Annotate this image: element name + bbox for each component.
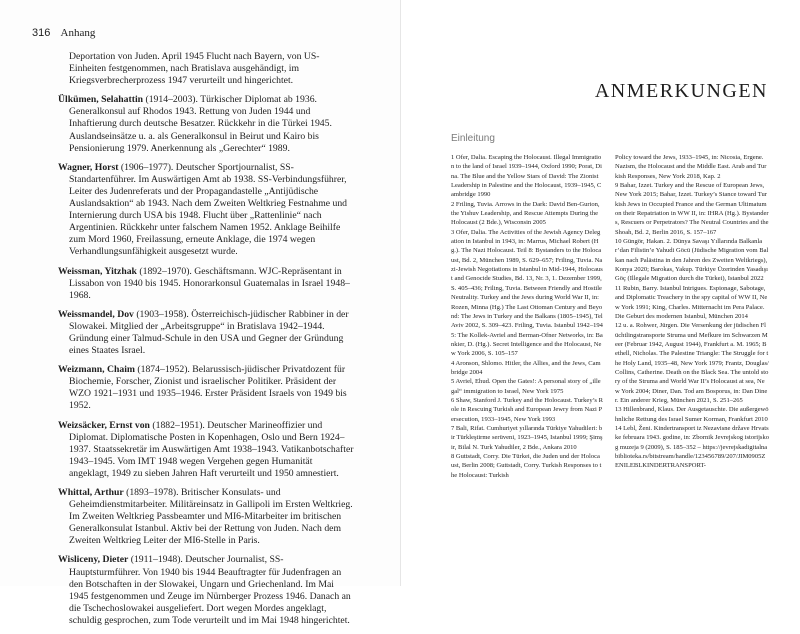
- entry-name: Weissman, Yitzhak: [58, 265, 137, 277]
- section-heading: Einleitung: [451, 133, 495, 144]
- endnote: 11 Rubin, Barry. Istanbul Intrigues. Espionage, Sabotage, and Diplomatic Treachery in the spy capital of WW II, New York 1991; King, Charles. Mitternacht im Pera Palace. Die Geburt des modernen Istanbul, München 2014: [615, 284, 768, 320]
- entry-name: Whittal, Arthur: [58, 487, 124, 498]
- glossary-entry: [58, 162, 354, 259]
- endnote: 8 Guttstadt, Corry. Die Türkei, die Juden und der Holocaust, Berlin 2008; Guttstadt, Corry. Turkish Responses to the Holocaust: Turkish: [451, 453, 602, 479]
- endnote: 7 Bali, Rifat. Cumhuriyet yıllarında Türkiye Yahudileri: bir Türkleştirme serüveni, 1923–1945, Istanbul 1999; Şimşir, Bilal N. Turk Yahudiler, 2 Bde., Ankara 2010: [451, 424, 603, 451]
- glossary-entry: [58, 554, 354, 627]
- entry-name: Weizmann, Chaim: [58, 364, 135, 376]
- entry-name: Weizsäcker, Ernst von: [58, 419, 150, 431]
- endnote: 2 Friling, Tuvia. Arrows in the Dark: David Ben-Gurion, the Yishuv Leadership, and Rescue Attempts During the Holocaust (2 Bde.), Wisconsin 2005: [451, 200, 600, 227]
- notes-column-1: [451, 153, 603, 480]
- glossary-entry: [58, 309, 354, 357]
- notes-column-2: [615, 153, 769, 471]
- endnote: 13 Hillenbrand, Klaus. Der Ausgetauschte. Die außergewöhnliche Rettung des Israel Sumer Korman, Frankfurt 2010: [615, 406, 769, 423]
- endnote: 4 Aronson, Shlomo. Hitler, the Allies, and the Jews, Cambridge 2004: [451, 359, 601, 376]
- running-head-title: Anhang: [60, 27, 96, 39]
- endnote: 12 u. a. Rohwer, Jürgen. Die Versenkung der jüdischen Flüchtlingstransporte Struma und Mefkure im Schwarzen Meer (Februar 1942, August 1944), Frankfurt a. M. 1965; Bethell, Nicholas. The Palestine Triangle: The Struggle for the Holy Land, 1935–48, New York 1979; Frantz, Douglas/Collins, Catherine. Death on the Black Sea. The untold story of the Struma and World War II’s Holocaust at sea, New York 2004; Diner, Dan. Tod am Bosporus, in: Dan Diner. Ein anderer Krieg, München 2021, S. 251–265: [615, 322, 769, 404]
- running-head: [32, 27, 95, 39]
- entry-text: (1892–1970). Geschäftsmann. WJC-Repräsentant in Lissabon von 1940 bis 1945. Honorarkonsul Guatemalas in Israel 1948–1968.: [69, 265, 350, 301]
- glossary-entries: [58, 51, 354, 634]
- endnote-continuation: Policy toward the Jews, 1933–1945, in: Nicosia, Ergene. Nazism, the Holocaust and the Middle East. Arab and Turkish Responses, New York 2018, Kap. 2: [615, 154, 767, 180]
- entry-text: (1874–1952). Belarussisch-jüdischer Privatdozent für Biochemie, Forscher, Zionist und israelischer Politiker. Präsident der WZO 1921–1931 und 1935–1946. Erster Präsident Israels von 1949 bis 1952.: [69, 364, 347, 412]
- entry-name: Weissmandel, Dov: [58, 308, 134, 320]
- entry-text: (1911–1948). Deutscher Journalist, SS-Hauptsturmführer. Von 1940 bis 1944 Beauftragter für Judenfragen an den Botschaften in der Slowakei, Ungarn und Griechenland. Im Mai 1945 festgenommen und Zeuge im Nürnberger Prozess 1946. Danach an die Tschechoslowakei ausgeliefert. Dort wegen Mordes angeklagt, schuldig gesprochen, zum Tode verurteilt und im Mai 1948 hingerichtet.: [69, 554, 351, 626]
- entry-text: Deportation von Juden. April 1945 Flucht nach Bayern, von US-Einheiten festgenommen, nach Bratislava ausgehändigt, im Kriegsverbrecherprozess 1947 verurteilt und hingerichtet.: [69, 51, 320, 87]
- entry-name: Wagner, Horst: [58, 161, 119, 173]
- endnote: 5 Avriel, Ehud. Open the Gates!: A personal story of „illegal“ immigration to Israel, New York 1975: [451, 378, 601, 395]
- entry-text: (1882–1951). Deutscher Marineoffizier und Diplomat. Diplomatische Posten in Kopenhagen, Oslo und Bern 1924–1937. Staatssekretär im Auswärtigen Amt 1938–1943. Vatikanbotschafter 1943–1945. Vom IMT 1948 wegen Vergehen gegen Humanität angeklagt, 1949 zu sieben Jahren Haft verurteilt und 1950 amnestiert.: [69, 419, 354, 479]
- entry-text: (1893–1978). Britischer Konsulats- und Geheimdienstmitarbeiter. Militäreinsatz in Gallipoli im Ersten Weltkrieg. Im Zweiten Weltkrieg Passbeamter und MI6-Mitarbeiter im britischen Generalkonsulat Istanbul. Aktiv bei der Rettung von Juden. Nach dem Zweiten Weltkrieg Leiter der MI6-Stelle in Paris.: [69, 487, 353, 547]
- entry-name: Wisliceny, Dieter: [58, 554, 129, 566]
- entry-text: (1914–2003). Türkischer Diplomat ab 1936. Generalkonsul auf Rhodos 1943. Rettung von Juden 1944 und Inhaftierung durch deutsche Besatzer. Rückkehr in die Türkei 1945. Auslandseinsätze u. a. als Generalkonsul in Beirut und Kairo bis Pensionierung 1979. Anerkennung als „Gerechter“ 1989.: [69, 94, 332, 154]
- endnote: 1 Ofer, Dalia. Escaping the Holocaust. Illegal Immigration to the land of Israel 1939–1944, Oxford 1990; Porat, Dina. The Blue and the Yellow Stars of David: The Zionist Leadership in Palestine and the Holocaust, 1939–1945, Cambridge 1990: [451, 154, 602, 199]
- entry-text: (1906–1977). Deutscher Sportjournalist, SS-Standartenführer. Im Auswärtigen Amt ab 1938. SS-Verbindungsführer, Leiter des Judenreferats und der Propagandastelle „Antijüdische Auslandsaktion“ ab 1943. Nach dem Zweiten Weltkrieg Festnahme und Internierung durch USA bis 1948. Flucht über „Rattenlinie“ nach Argentinien. Rückkehr unter falschem Namen 1952. Anklage Beihilfe zum Mord 1960, Freilassung, erneute Anklage, die 1974 wegen Verhandlungsunfähigkeit ausgesetzt wurde.: [69, 161, 348, 258]
- endnote: 14 Lebl, Ženi. Kindertransport iz Nezavisne države Hrvatske februara 1943. godine, in: Zbornik Jevrejskog istorijskog muzeja 9 (2009), S. 185–352 – https://jevrejskadigitalnabiblioteka.rs/bitstream/handle/123456789/207/JIM0905ZENILEBLKINDERTRANSPORT-: [615, 424, 770, 470]
- chapter-title: ANMERKUNGEN: [594, 80, 768, 102]
- endnote: 3 Ofer, Dalia. The Activities of the Jewish Agency Delegation in Istanbul in 1943, in: Marrus, Michael Robert (Hg.). The Nazi Holocaust. Teil 8: Bystanders to the Holocaust, Bd. 2, München 1989, S. 629–657; Friling, Tuvia. Nazi-Jewish Negotiations in Istanbul in Mid-1944, Holocaust and Genocide Studies, Bd. 13, Nr. 3, 1. Dezember 1999, S. 405–436; Friling, Tuvia. Between Friendly and Hostile Neutrality. Turkey and the Jews during World War II, in: Rozen, Minna (Hg.) The Last Ottoman Century and Beyond: The Jews in Turkey and the Balkans (1805–1945), Tel Aviv 2002, S. 309–423. Friling, Tuvia. Istanbul 1942–1945: The Kollek-Avriel and Berman-Ofner Networks, in: Bankier, D. (Hg.). Secret Intelligence and the Holocaust, New York 2006, S. 105–157: [451, 228, 603, 358]
- entry-text: (1903–1958). Österreichisch-jüdischer Rabbiner in der Slowakei. Mitglied der „Arbeitsgruppe“ in Bratislava 1942–1944. Gründung einer Talmud-Schule in den USA und Gegner der Gründung eines Staates Israel.: [69, 308, 349, 357]
- endnote: 9 Bahar, Izzet. Turkey and the Rescue of European Jews, New York 2015; Bahar, Izzet. Turkey’s Stance toward Turkish Jews in Occupied France and the German Ultimatum on their Repatriation in WW II, in: IHRA (Hg.). Bystanders, Rescuers or Perpetrators? The Neutral Countries and the Shoah, Bd. 2, Berlin 2016, S. 157–167: [615, 182, 769, 236]
- glossary-entry: [58, 487, 354, 547]
- endnote: 10 Güngör, Hakan. 2. Dünya Savaşı Yıllarında Balkanlar’dan Filistin’e Yahudi Göcü (Jüdische Migration vom Balkan nach Palästina in den Jahren des Zweiten Weltkriegs), Konya 2020; Barokas, Yakup. Türkiye Üzerinden Yasadışı Göç (Illegale Migration durch die Türkei), Istanbul 2022: [615, 238, 769, 283]
- page-number: 316: [32, 27, 51, 39]
- glossary-entry: [58, 364, 354, 412]
- endnote: 6 Shaw, Stanford J. Turkey and the Holocaust. Turkey’s Role in Rescuing Turkish and European Jewry from Nazi Persecution, 1933–1945, New York 1993: [451, 396, 603, 423]
- glossary-entry: [58, 420, 354, 480]
- entry-name: Ülkümen, Selahattin: [58, 94, 144, 106]
- glossary-entry: [58, 94, 354, 154]
- right-page: [401, 0, 800, 586]
- glossary-entry: [58, 266, 354, 302]
- glossary-entry-continuation: [58, 51, 354, 87]
- left-page: [0, 0, 401, 626]
